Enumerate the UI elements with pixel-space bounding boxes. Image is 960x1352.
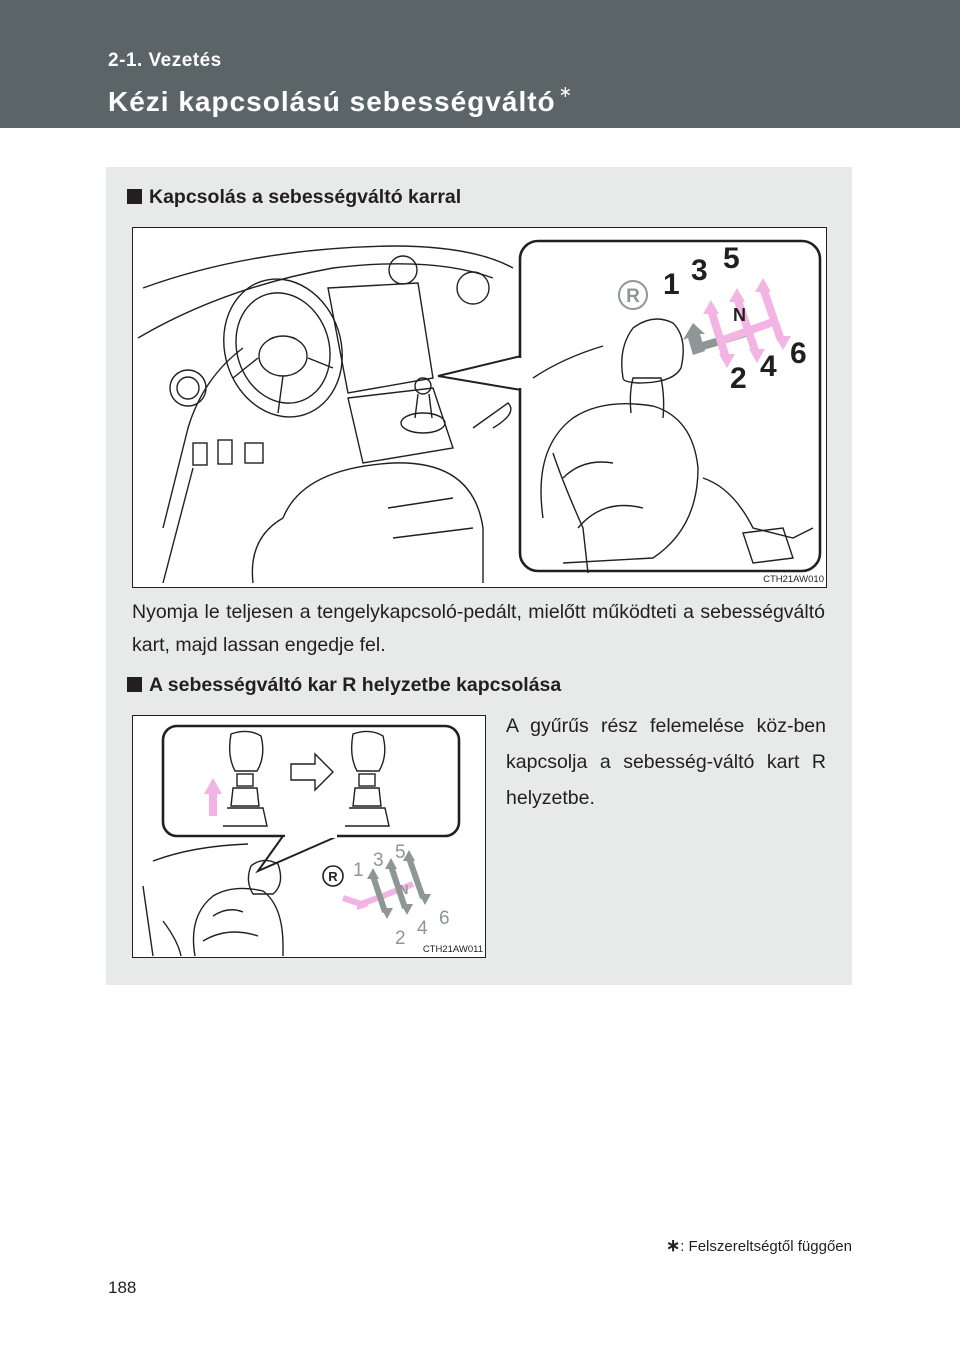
footnote-asterisk: ∗ — [665, 1236, 681, 1255]
section-heading-shifting — [127, 186, 461, 209]
gear-label-n: N — [399, 882, 409, 897]
gear-label-3: 3 — [691, 254, 708, 287]
gear-label-6: 6 — [790, 337, 807, 370]
gear-label-1: 1 — [663, 268, 680, 301]
section-heading-text: A sebességváltó kar R helyzetbe kapcsolása — [149, 674, 562, 696]
page-number: 188 — [108, 1278, 137, 1297]
gear-label-r: R — [626, 286, 640, 307]
section-label: 2-1. Vezetés — [108, 50, 222, 71]
shifting-instruction: Nyomja le teljesen a tengelykapcsoló-pedált, mielőtt működteti a sebességváltó kart, majd lassan engedje fel. — [132, 601, 825, 656]
gear-label-6: 6 — [439, 908, 450, 929]
gear-label-2: 2 — [395, 928, 406, 949]
gear-label-n: N — [733, 305, 746, 325]
footnote-text: : Felszereltségtől függően — [680, 1238, 852, 1255]
gear-label-2: 2 — [730, 362, 747, 395]
gear-label-5: 5 — [395, 842, 406, 863]
figure-shift-lever-cabin — [132, 227, 827, 588]
title-asterisk: ∗ — [558, 84, 574, 101]
square-bullet-icon — [127, 677, 142, 692]
gear-label-4: 4 — [417, 918, 428, 939]
footnote — [666, 1236, 852, 1256]
page-title-text: Kézi kapcsolású sebességváltó — [108, 86, 556, 117]
page-title — [108, 82, 573, 118]
square-bullet-icon — [127, 189, 142, 204]
reverse-instruction: A gyűrűs rész felemelése köz-ben kapcsolja a sebesség-váltó kart R helyzetbe. — [506, 715, 826, 809]
gear-label-5: 5 — [723, 242, 740, 275]
gear-label-3: 3 — [373, 850, 384, 871]
gear-labels-2 — [133, 716, 485, 957]
section-heading-text: Kapcsolás a sebességváltó karral — [149, 186, 462, 208]
figure-code: CTH21AW010 — [763, 574, 824, 585]
section-heading-reverse — [127, 674, 561, 697]
figure-code: CTH21AW011 — [422, 944, 483, 955]
chapter-header — [0, 0, 960, 128]
gear-label-4: 4 — [760, 350, 777, 383]
gear-label-r: R — [328, 869, 338, 884]
gear-labels-1 — [133, 228, 826, 587]
figure-reverse-shift — [132, 715, 486, 958]
gear-label-1: 1 — [353, 860, 364, 881]
